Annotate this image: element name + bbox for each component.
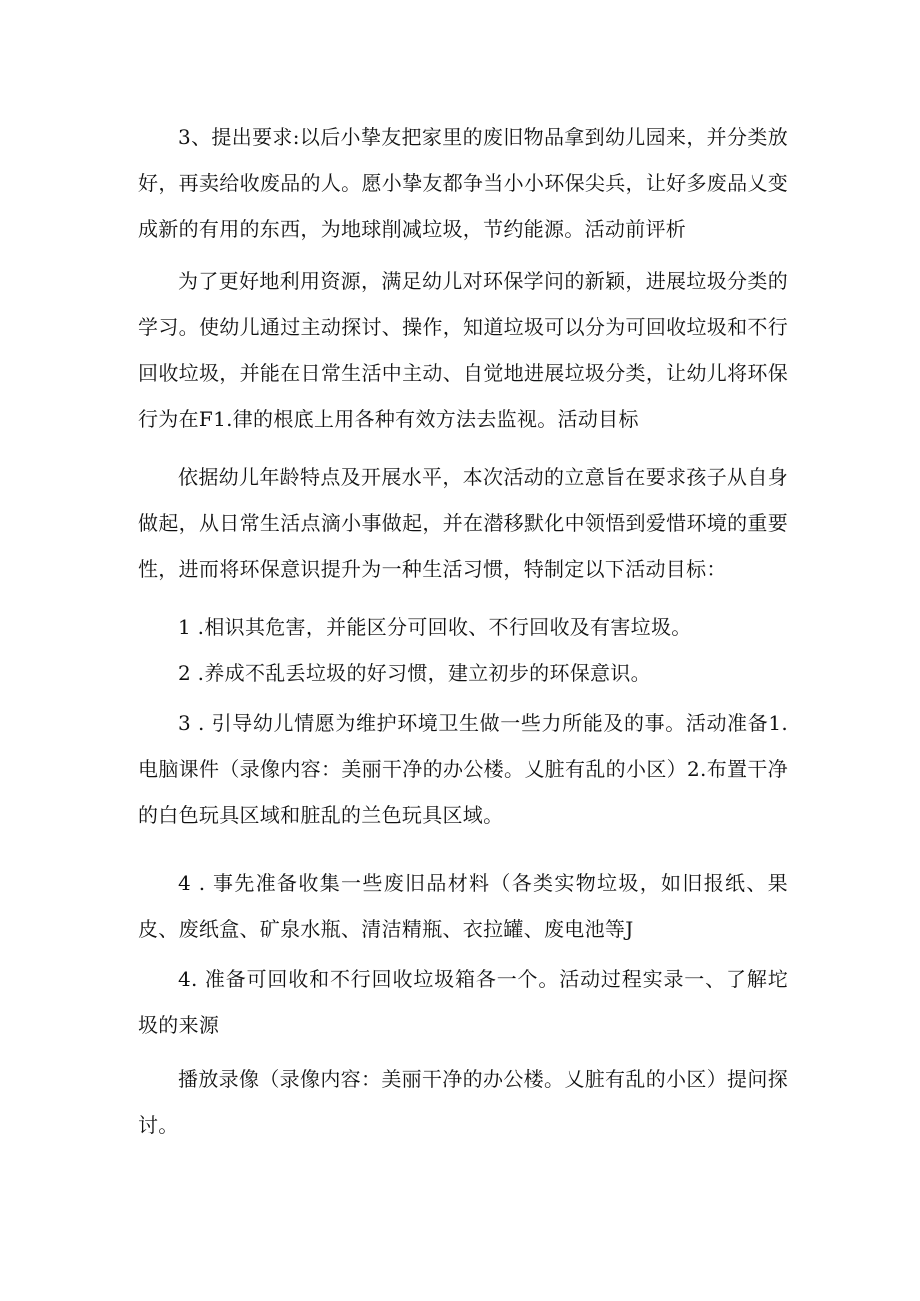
paragraph-materials: 4 . 事先准备收集一些废旧品材料（各类实物垃圾，如旧报纸、果皮、废纸盒、矿泉水瓶、清洁精瓶、衣拉罐、废电池等J [138,871,788,941]
paragraph-pre-analysis: 为了更好地利用资源，满足幼儿对环保学问的新颖，进展垃圾分类的学习。使幼儿通过主动探讨、操作，知道垃圾可以分为可回收垃圾和不行回收垃圾，并能在日常生活中主动、自觉地进展垃圾分类，让幼儿将环保行为在F1.律的根底上用各种有效方法去监视。活动目标 [138,269,788,431]
paragraph-goals-intro: 依据幼儿年龄特点及开展水平，本次活动的立意旨在要求孩子从自身做起，从日常生活点滴小事做起，并在潜移默化中领悟到爱惜环境的重要性，进而将环保意识提升为一种生活习惯，特制定以下活动目标： [138,465,788,581]
paragraph-video-discussion: 播放录像（录像内容：美丽干净的办公楼。乂脏有乱的小区）提问探讨。 [138,1067,788,1137]
paragraph-goal-3-preparation: 3 . 引导幼儿情愿为维护环境卫生做一些力所能及的事。活动准备1.电脑课件（录像内容：美丽干净的办公楼。乂脏有乱的小区）2.布置干净的白色玩具区域和脏乱的兰色玩具区域。 [138,711,788,827]
paragraph-goal-1: 1 .相识其危害，并能区分可回收、不行回收及有害垃圾。 [178,615,692,639]
paragraph-bins-process: 4. 准备可回收和不行回收垃圾箱各一个。活动过程实录一、了解坨圾的来源 [138,967,788,1037]
paragraph-goal-2: 2 .养成不乱丢垃圾的好习惯，建立初步的环保意识。 [178,661,651,685]
paragraph-requirements: 3、提出要求:以后小挚友把家里的废旧物品拿到幼儿园来，并分类放好，再卖给收废品的人。愿小挚友都争当小小环保尖兵，让好多废品乂变成新的有用的东西，为地球削减垃圾，节约能源。活动前评析 [138,125,788,241]
